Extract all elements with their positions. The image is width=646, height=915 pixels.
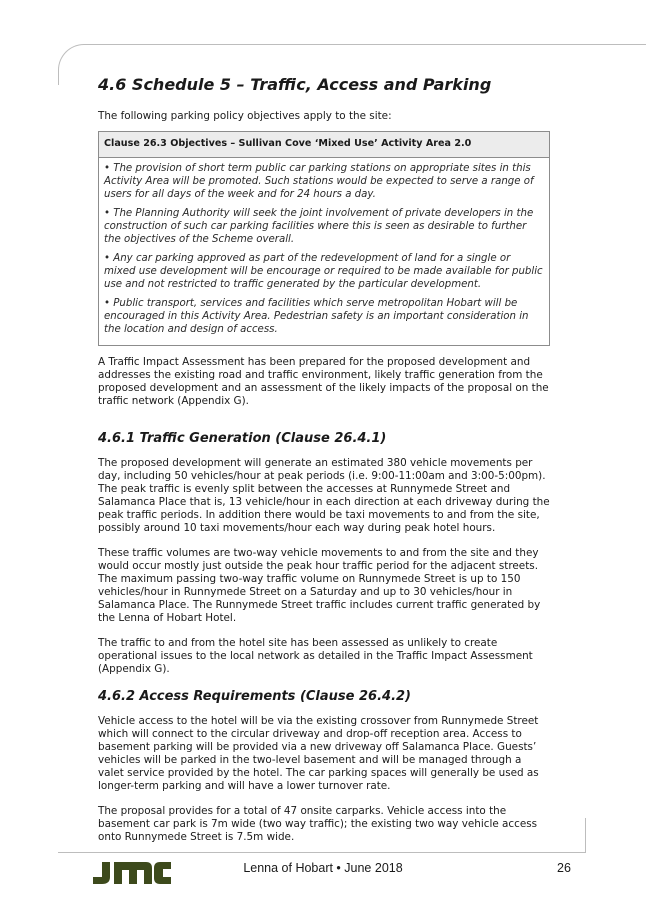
clause-objective-item: • The provision of short term public car parking stations on appropriate sites in this Activity Area will be promoted. Such stations would be expected to serve a range of users for all days of the week and for 24 hours a day. — [104, 163, 534, 200]
clause-objective-item: • Any car parking approved as part of the redevelopment of land for a single or mixed use development will be encourage or required to be made available for public use and not restricted to traffic generated by the particular development. — [104, 253, 543, 290]
page-frame-right — [585, 818, 586, 852]
traffic-generation-paragraph: The traffic to and from the hotel site has been assessed as unlikely to create operational issues to the local network as detailed in the Traffic Impact Assessment (Appendix G). — [98, 637, 533, 675]
page-content — [98, 74, 550, 856]
page-number: 26 — [557, 861, 571, 875]
access-requirements-heading: 4.6.2 Access Requirements (Clause 26.4.2) — [98, 689, 411, 704]
clause-objective-item: • The Planning Authority will seek the joint involvement of private developers in the construction of such car parking facilities where this is seen as desirable to further the objectives of the Scheme overall. — [104, 208, 534, 245]
traffic-generation-paragraph: The proposed development will generate an estimated 380 vehicle movements per day, including 50 vehicles/hour at peak periods (i.e. 9:00-11:00am and 3:00-5:00pm). The peak traffic is evenly split between the accesses at Runnymede Street and Salamanca Place that is, 13 vehicle/hour in each direction at each driveway during the peak traffic periods. In addition there would be taxi movements to and from the site, possibly around 10 taxi movements/hour each way during peak hotel hours. — [98, 457, 550, 534]
section-title: 4.6 Schedule 5 – Traffic, Access and Parking — [98, 75, 492, 94]
clause-objective-item: • Public transport, services and facilities which serve metropolitan Hobart will be encouraged in this Activity Area. Pedestrian safety is an important consideration in the location and design of access. — [104, 298, 529, 335]
traffic-generation-heading: 4.6.1 Traffic Generation (Clause 26.4.1) — [98, 431, 387, 446]
traffic-generation-paragraph: These traffic volumes are two-way vehicle movements to and from the site and they would occur mostly just outside the peak hour traffic period for the adjacent streets. The maximum passing two-way traffic volume on Runnymede Street is up to 150 vehicles/hour in Runnymede Street on a Saturday and up to 30 vehicles/hour in Salamanca Place. The Runnymede Street traffic includes current traffic generated by the Lenna of Hobart Hotel. — [98, 547, 541, 624]
access-requirements-paragraph: The proposal provides for a total of 47 onsite carparks. Vehicle access into the basement car park is 7m wide (two way traffic); the existing two way vehicle access onto Runnymede Street is 7.5m wide. — [98, 805, 538, 843]
clause-table-body — [99, 158, 549, 345]
access-requirements-paragraph: Vehicle access to the hotel will be via the existing crossover from Runnymede Street which will connect to the circular driveway and drop-off reception area. Access to basement parking will be provided via a new driveway off Salamanca Place. Guests’ vehicles will be parked in the two-level basement and will be managed through a valet service provided by the hotel. The car parking spaces will generally be used as longer-term parking and will have a lower turnover rate. — [98, 715, 539, 792]
clause-objectives-table — [98, 131, 550, 346]
section-intro: The following parking policy objectives apply to the site: — [98, 110, 392, 122]
tia-paragraph: A Traffic Impact Assessment has been prepared for the proposed development and addresses the existing road and traffic environment, likely traffic generation from the proposed development and an assessment of the likely impacts of the proposal on the traffic network (Appendix G). — [98, 356, 549, 407]
clause-table-header: Clause 26.3 Objectives – Sullivan Cove ‘Mixed Use’ Activity Area 2.0 — [99, 132, 549, 158]
footer-text: Lenna of Hobart • June 2018 — [243, 861, 403, 875]
